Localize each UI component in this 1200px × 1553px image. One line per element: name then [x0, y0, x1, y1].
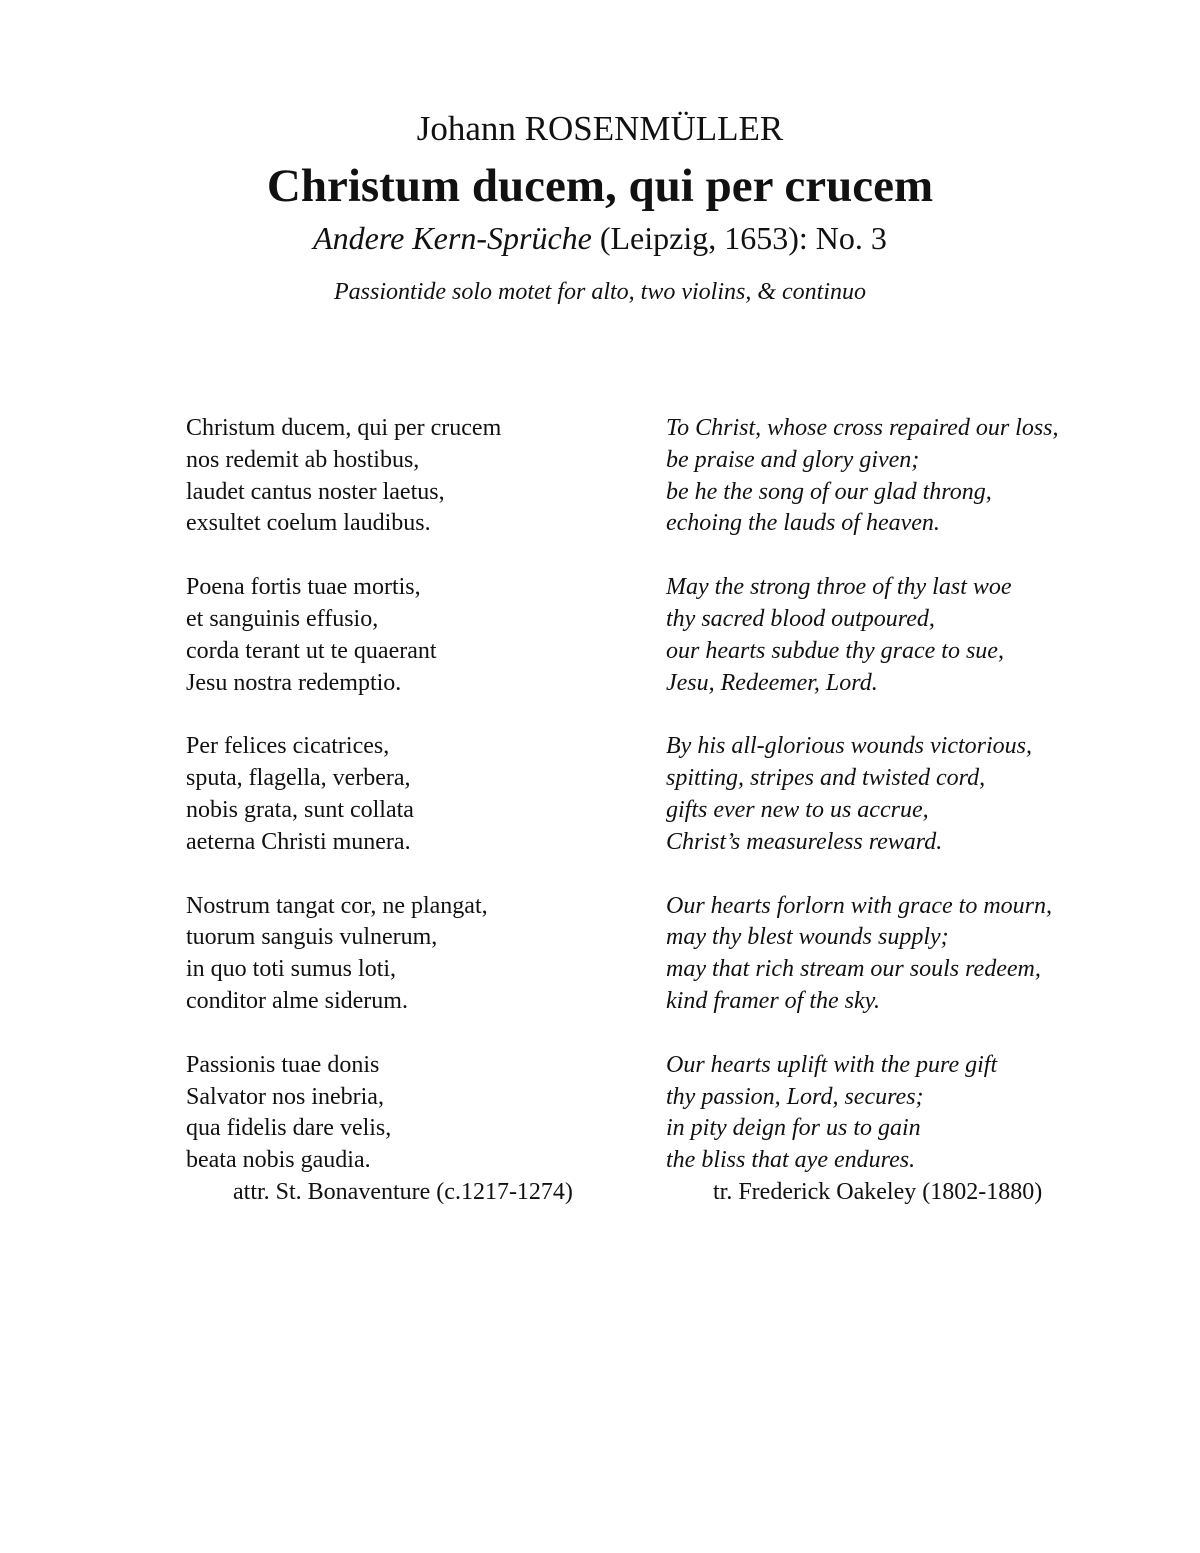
verse-line: in pity deign for us to gain: [666, 1115, 921, 1142]
verse-line: Our hearts forlorn with grace to mourn,: [666, 892, 1053, 919]
english-attribution: tr. Frederick Oakeley (1802-1880): [713, 1178, 1043, 1205]
verse-line: spitting, stripes and twisted cord,: [666, 765, 986, 792]
verse-line: Passionis tuae donis: [186, 1051, 380, 1078]
latin-text-column: [186, 413, 626, 1209]
latin-stanza-2: [186, 572, 626, 699]
verse-line: be he the song of our glad throng,: [666, 478, 992, 505]
verse-line: may thy blest wounds supply;: [666, 924, 949, 951]
verse-line: beata nobis gaudia.: [186, 1147, 371, 1174]
verse-line: corda terant ut te quaerant: [186, 637, 437, 664]
english-stanza-3: [666, 731, 1126, 858]
verse-line: thy sacred blood outpoured,: [666, 605, 935, 632]
verse-line: Jesu, Redeemer, Lord.: [666, 669, 878, 696]
english-translation-column: [666, 413, 1126, 1209]
english-stanza-4: [666, 891, 1126, 1018]
verse-line: Christum ducem, qui per crucem: [186, 415, 502, 441]
scoring-subtitle: Passiontide solo motet for alto, two violins, & continuo: [334, 279, 866, 305]
source-line: [0, 218, 1200, 258]
english-stanza-1: [666, 413, 1126, 540]
verse-line: Per felices cicatrices,: [186, 733, 390, 760]
composer-name: Johann ROSENMÜLLER: [416, 109, 784, 148]
verse-line: To Christ, whose cross repaired our loss,: [666, 415, 1059, 441]
verse-line: conditor alme siderum.: [186, 987, 408, 1014]
verse-line: sputa, flagella, verbera,: [186, 765, 411, 792]
verse-line: Nostrum tangat cor, ne plangat,: [186, 892, 488, 919]
verse-line: tuorum sanguis vulnerum,: [186, 924, 438, 951]
latin-stanza-5: [186, 1050, 626, 1177]
verse-line: laudet cantus noster laetus,: [186, 478, 445, 505]
verse-line: kind framer of the sky.: [666, 987, 880, 1014]
english-stanza-2: [666, 572, 1126, 699]
verse-line: may that rich stream our souls redeem,: [666, 956, 1041, 983]
verse-line: gifts ever new to us accrue,: [666, 796, 929, 823]
verse-line: exsultet coelum laudibus.: [186, 510, 431, 537]
verse-line: May the strong throe of thy last woe: [666, 574, 1012, 601]
english-stanza-5: [666, 1050, 1126, 1177]
verse-line: echoing the lauds of heaven.: [666, 510, 940, 537]
verse-line: nobis grata, sunt collata: [186, 796, 414, 823]
verse-line: qua fidelis dare velis,: [186, 1115, 392, 1142]
source-details: (Leipzig, 1653): No. 3: [591, 220, 887, 256]
verse-line: Salvator nos inebria,: [186, 1083, 384, 1110]
verse-line: thy passion, Lord, secures;: [666, 1083, 924, 1110]
verse-line: our hearts subdue thy grace to sue,: [666, 637, 1004, 664]
latin-stanza-4: [186, 891, 626, 1018]
verse-line: aeterna Christi munera.: [186, 828, 411, 855]
verse-line: Our hearts uplift with the pure gift: [666, 1051, 998, 1078]
source-collection-title: Andere Kern-Sprüche: [313, 220, 592, 256]
verse-line: By his all-glorious wounds victorious,: [666, 733, 1032, 760]
verse-line: the bliss that aye endures.: [666, 1147, 916, 1174]
verse-line: Christ’s measureless reward.: [666, 828, 943, 855]
verse-line: in quo toti sumus loti,: [186, 956, 397, 983]
latin-stanza-1: [186, 413, 626, 540]
verse-line: Jesu nostra redemptio.: [186, 669, 402, 696]
verse-line: et sanguinis effusio,: [186, 605, 379, 632]
verse-line: be praise and glory given;: [666, 446, 920, 473]
verse-line: nos redemit ab hostibus,: [186, 446, 420, 473]
page-title: Christum ducem, qui per crucem: [266, 160, 934, 212]
latin-stanza-3: [186, 731, 626, 858]
verse-line: Poena fortis tuae mortis,: [186, 574, 421, 601]
latin-attribution: attr. St. Bonaventure (c.1217-1274): [233, 1178, 573, 1205]
